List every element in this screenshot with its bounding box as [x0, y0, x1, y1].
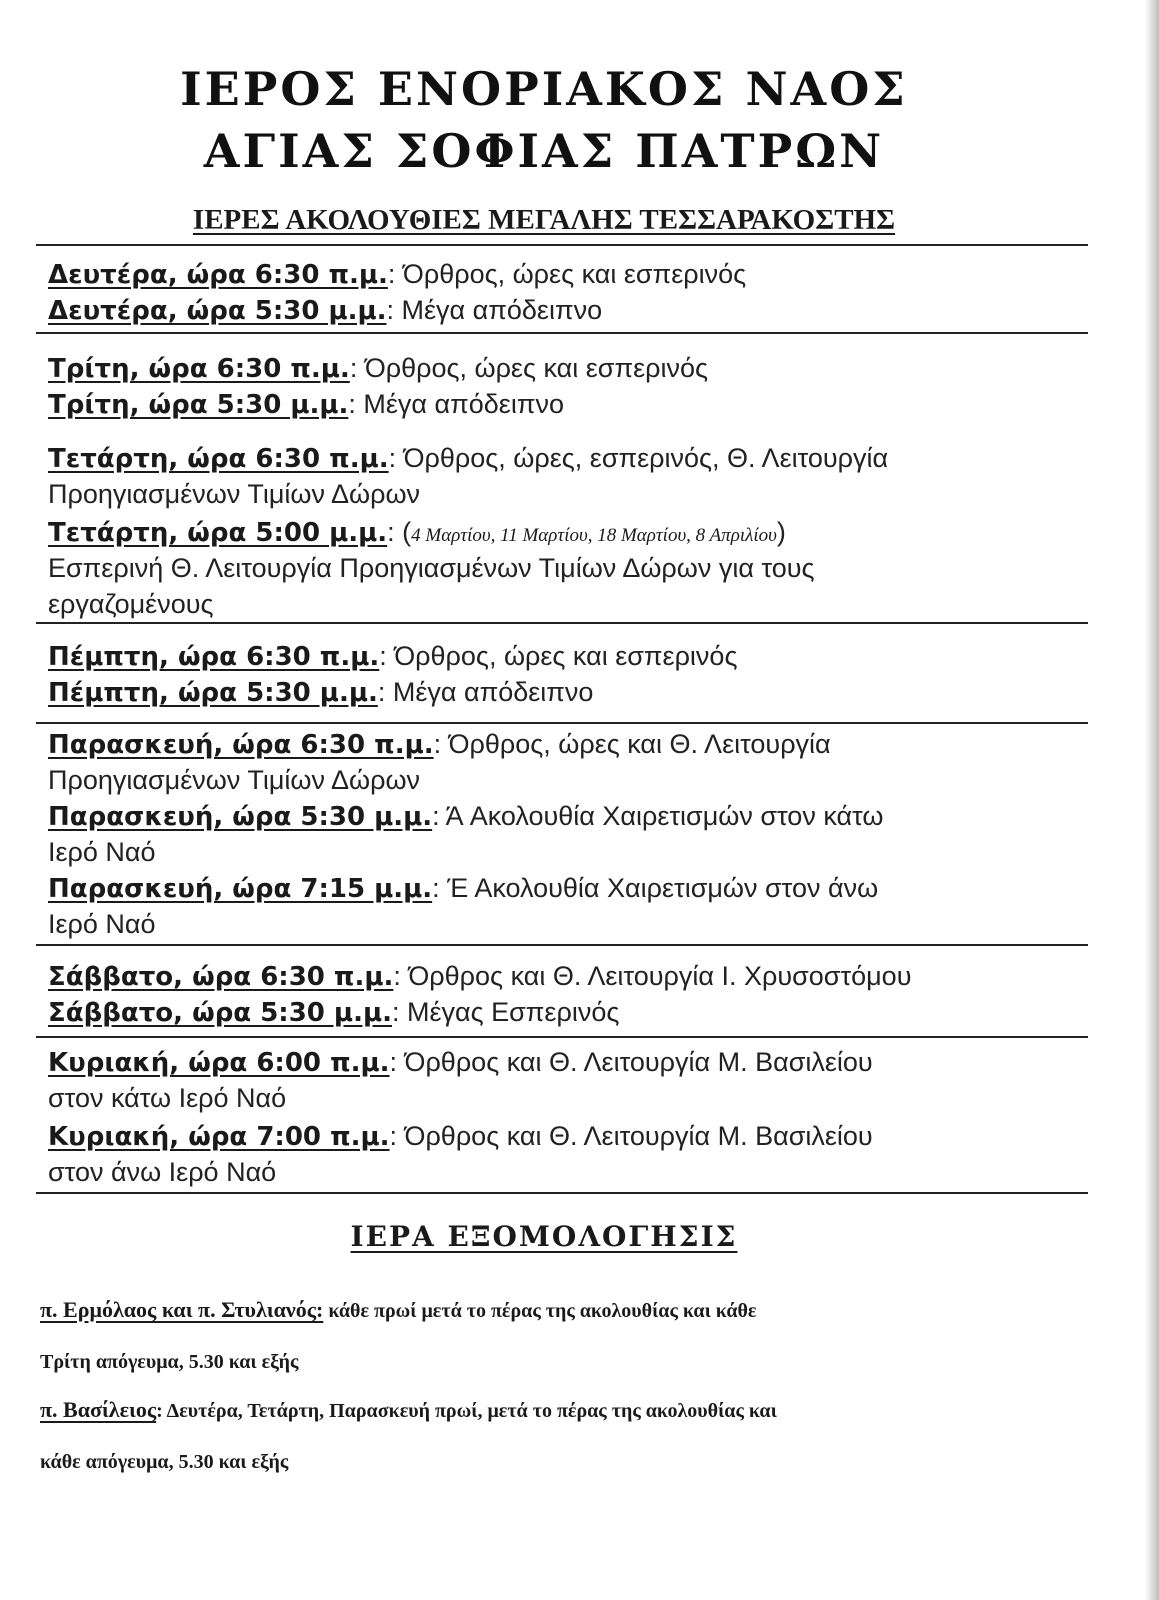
service-description: : Όρθρος, ώρες και εσπερινός: [379, 641, 738, 671]
service-time-label: Κυριακή, ώρα 7:00 π.μ.: [48, 1122, 390, 1152]
service-time-label: Τετάρτη, ώρα 6:30 π.μ.: [48, 444, 389, 474]
service-row-friday-evening-2: [48, 870, 1078, 907]
service-description: : Μέγα απόδειπνο: [386, 295, 603, 325]
divider: [36, 1192, 1088, 1194]
service-row-friday-evening-1: [48, 798, 1078, 835]
service-row-sunday-2: [48, 1118, 1078, 1155]
service-description: : Όρθρος, ώρες και εσπερινός: [349, 353, 709, 383]
service-description: : Ά Ακολουθία Χαιρετισμών στον κάτω: [432, 801, 884, 831]
service-description-continued: στον κάτω Ιερό Ναό: [48, 1083, 287, 1113]
service-row-friday-morning: [48, 726, 1078, 763]
schedule-subtitle: [0, 204, 1088, 237]
service-description: : Όρθρος και Θ. Λειτουργία Ι. Χρυσοστόμου: [393, 961, 912, 991]
service-description-continued: Εσπερινή Θ. Λειτουργία Προηγιασμένων Τιμίων Δώρων για τους: [48, 553, 815, 583]
divider: [36, 944, 1088, 946]
service-time-label: Τρίτη, ώρα 6:30 π.μ.: [48, 354, 350, 384]
service-dates-note: 4 Μαρτίου, 11 Μαρτίου, 18 Μαρτίου, 8 Απριλίου: [411, 525, 777, 546]
service-description-continued: Προηγιασμένων Τιμίων Δώρων: [48, 765, 421, 795]
service-time-label: Σάββατο, ώρα 5:30 μ.μ.: [48, 998, 392, 1028]
service-row-monday-morning: [48, 256, 1078, 293]
service-row-tuesday-evening: [48, 386, 1078, 423]
confession-schedule: : Δευτέρα, Τετάρτη, Παρασκευή πρωί, μετά το πέρας της ακολουθίας και: [156, 1400, 777, 1422]
church-title-line1: ΙΕΡΟΣ ΕΝΟΡΙΑΚΟΣ ΝΑΟΣ: [180, 62, 908, 116]
church-title-line2: ΑΓΙΑΣ ΣΟΦΙΑΣ ΠΑΤΡΩΝ: [203, 124, 885, 178]
confession-priests: π. Βασίλειος: [40, 1397, 157, 1422]
service-description-continued: Ιερό Ναό: [48, 909, 156, 939]
confession-entry-1: [40, 1296, 756, 1325]
service-description-continued: εργαζομένους: [48, 589, 214, 619]
service-row-monday-evening: [48, 292, 1078, 329]
service-row-wednesday-evening: [48, 514, 1078, 554]
service-time-label: Παρασκευή, ώρα 7:15 μ.μ.: [48, 874, 433, 904]
divider: [36, 332, 1088, 334]
confession-entry-1-continued: Τρίτη απόγευμα, 5.30 και εξής: [40, 1351, 299, 1373]
service-time-label: Πέμπτη, ώρα 6:30 π.μ.: [48, 642, 380, 672]
service-row-thursday-evening: [48, 674, 1078, 711]
scan-edge-shadow: [1145, 0, 1159, 1600]
service-row-saturday-morning: [48, 958, 1078, 995]
service-description: ): [776, 517, 786, 547]
service-description: : Όρθρος, ώρες και εσπερινός: [387, 259, 747, 289]
schedule-subtitle-text: ΙΕΡΕΣ ΑΚΟΛΟΥΘΙΕΣ ΜΕΓΑΛΗΣ ΤΕΣΣΑΡΑΚΟΣΤΗΣ: [192, 204, 896, 236]
service-description-continued: Προηγιασμένων Τιμίων Δώρων: [48, 479, 421, 509]
service-description: : (: [387, 517, 412, 547]
service-description: : Όρθρος, ώρες και Θ. Λειτουργία: [433, 729, 831, 759]
service-row-tuesday-morning: [48, 350, 1078, 387]
service-description: : Μέγας Εσπερινός: [391, 997, 620, 1027]
service-time-label: Πέμπτη, ώρα 5:30 μ.μ.: [48, 678, 378, 708]
service-time-label: Κυριακή, ώρα 6:00 π.μ.: [48, 1048, 390, 1078]
confession-entry-2: [40, 1396, 777, 1425]
divider: [36, 244, 1088, 246]
divider: [36, 722, 1088, 724]
divider: [36, 1036, 1088, 1038]
service-time-label: Δευτέρα, ώρα 5:30 μ.μ.: [48, 296, 387, 326]
confession-title: [0, 1220, 1088, 1253]
service-description: : Μέγα απόδειπνο: [377, 677, 594, 707]
service-description: : Όρθρος και Θ. Λειτουργία Μ. Βασιλείου: [389, 1121, 873, 1151]
service-row-wednesday-morning: [48, 440, 1078, 477]
service-time-label: Τετάρτη, ώρα 5:00 μ.μ.: [48, 518, 388, 548]
service-description: : Μέγα απόδειπνο: [348, 389, 564, 419]
service-description: : Όρθρος, ώρες, εσπερινός, Θ. Λειτουργία: [388, 443, 889, 473]
service-description: : Έ Ακολουθία Χαιρετισμών στον άνω: [432, 873, 879, 903]
confession-schedule: κάθε πρωί μετά το πέρας της ακολουθίας και κάθε: [323, 1300, 757, 1322]
confession-entry-2-continued: κάθε απόγευμα, 5.30 και εξής: [40, 1451, 289, 1473]
service-time-label: Σάββατο, ώρα 6:30 π.μ.: [48, 962, 394, 992]
service-description-continued: στον άνω Ιερό Ναό: [48, 1157, 277, 1187]
service-time-label: Τρίτη, ώρα 5:30 μ.μ.: [48, 390, 349, 420]
service-row-saturday-evening: [48, 994, 1078, 1031]
service-description: : Όρθρος και Θ. Λειτουργία Μ. Βασιλείου: [389, 1047, 873, 1077]
service-row-sunday-1: [48, 1044, 1078, 1081]
service-time-label: Παρασκευή, ώρα 5:30 μ.μ.: [48, 802, 433, 832]
service-time-label: Δευτέρα, ώρα 6:30 π.μ.: [48, 260, 388, 290]
confession-priests: π. Ερμόλαος και π. Στυλιανός:: [40, 1297, 324, 1322]
service-row-thursday-morning: [48, 638, 1078, 675]
service-description-continued: Ιερό Ναό: [48, 837, 156, 867]
divider: [36, 622, 1088, 624]
confession-title-text: ΙΕΡΑ ΕΞΟΜΟΛΟΓΗΣΙΣ: [350, 1220, 738, 1253]
service-time-label: Παρασκευή, ώρα 6:30 π.μ.: [48, 730, 434, 760]
